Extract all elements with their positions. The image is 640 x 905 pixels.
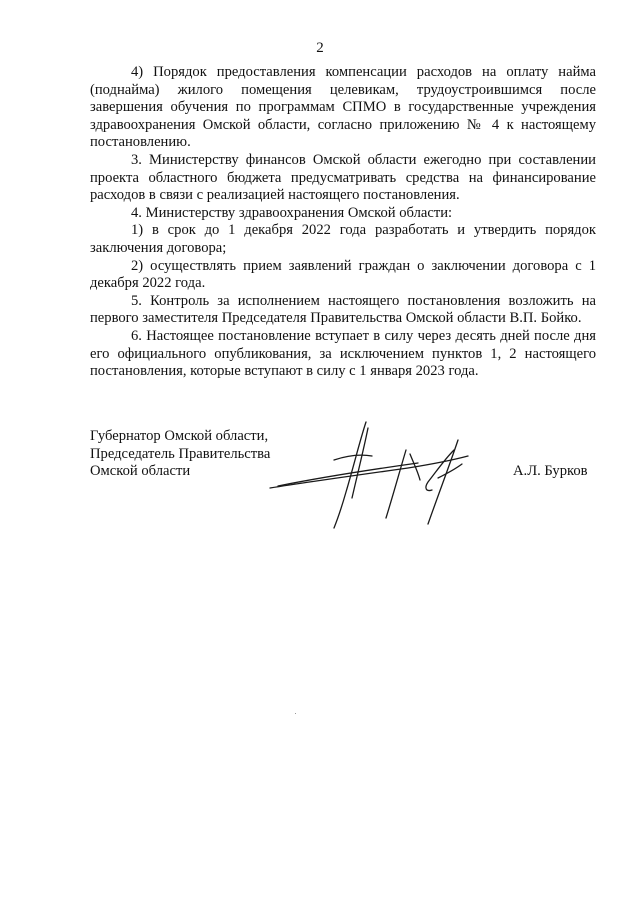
paragraph: 5. Контроль за исполнением настоящего постановления возложить на первого заместителя Председателя Правительства Омской области В.П. Бойко. (90, 292, 596, 327)
paragraph: 4. Министерству здравоохранения Омской области: (131, 204, 453, 221)
paragraph: 6. Настоящее постановление вступает в силу через десять дней после дня его официального опубликования, за исключением пунктов 1, 2 настоящего постановления, которые вступают в силу с 1 января 2023 года. (90, 327, 596, 380)
paragraph: 2) осуществлять прием заявлений граждан о заключении договора с 1 декабря 2022 года. (90, 257, 596, 292)
signatory-name: А.Л. Бурков (513, 463, 588, 479)
paragraph: 1) в срок до 1 декабря 2022 года разработать и утвердить порядок заключения договора; (90, 222, 596, 256)
signatory-title-line: Губернатор Омской области, (90, 428, 269, 444)
document-body (90, 64, 596, 381)
signatory-title-line: Омской области (90, 463, 191, 480)
page-number: 2 (316, 40, 324, 56)
handwritten-signature (268, 420, 483, 535)
scan-speck (295, 713, 296, 714)
signatory-title (90, 428, 270, 481)
paragraph: 4) Порядок предоставления компенсации расходов на оплату найма (поднайма) жилого помещения целевикам, трудоустроившимся после завершения обучения по программам СПМО в государственные учреждения здравоохранения Омской области, согласно приложению № 4 к настоящему постановлению. (90, 64, 596, 151)
signatory-title-line: Председатель Правительства (90, 445, 271, 462)
paragraph: 3. Министерству финансов Омской области ежегодно при составлении проекта областного бюджета предусматривать средства на финансирование расходов в связи с реализацией настоящего постановления. (90, 151, 596, 204)
